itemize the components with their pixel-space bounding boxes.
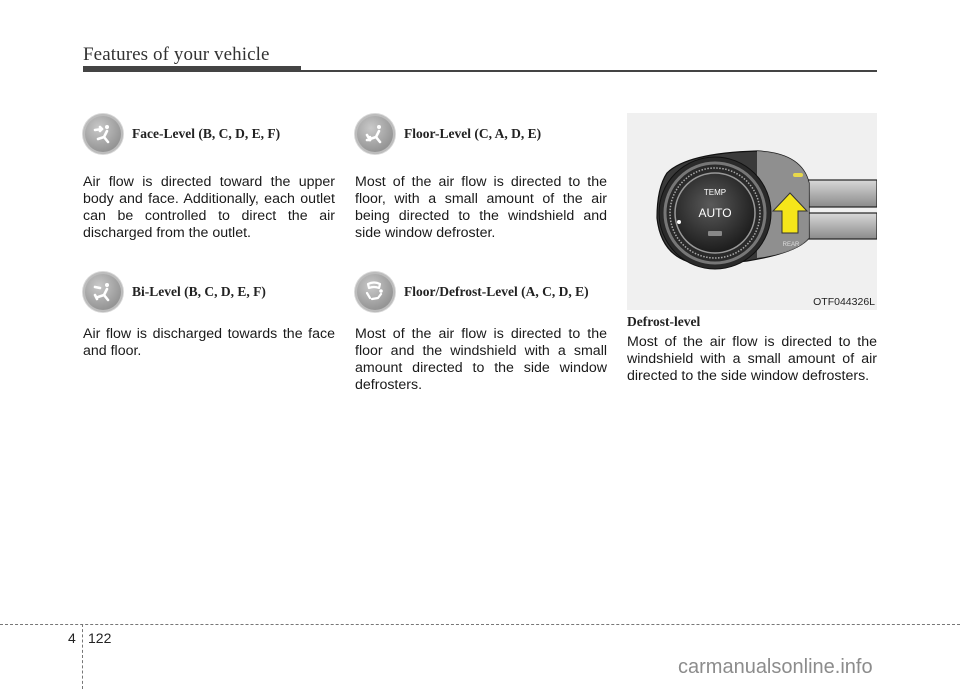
page-number: 122 (88, 630, 112, 646)
figure-code: OTF044326L (813, 296, 875, 308)
svg-text:AUTO: AUTO (698, 206, 732, 220)
section-heading: Floor/Defrost-Level (A, C, D, E) (404, 284, 589, 299)
climate-dial-illustration (627, 113, 877, 310)
climate-control-photo (627, 113, 877, 310)
header-rule-thin (301, 70, 877, 72)
section-face-level (83, 112, 335, 242)
section-body: Most of the air flow is directed to the floor, with a small amount of the air being directed to the windshield and side window defroster. (355, 174, 607, 241)
section-body: Air flow is discharged towards the face and floor. (83, 326, 335, 359)
header-rule-thick (83, 66, 301, 72)
bi-level-vent-icon (83, 272, 123, 312)
header-title: Features of your vehicle (83, 44, 270, 65)
section-heading: Face-Level (B, C, D, E, F) (132, 126, 281, 141)
defrost-heading: Defrost-level (627, 314, 701, 329)
chapter-number: 4 (68, 630, 76, 646)
floor-defrost-level-vent-icon (355, 272, 395, 312)
section-floor-defrost-level (355, 270, 607, 394)
footer-divider-horizontal (0, 624, 960, 625)
defrost-body: Most of the air flow is directed to the windshield with a small amount of air directed to the side window defrosters. (627, 334, 877, 384)
section-heading: Bi-Level (B, C, D, E, F) (132, 284, 266, 299)
face-level-vent-icon (83, 114, 123, 154)
section-body: Most of the air flow is directed to the floor and the windshield with a small amount directed to the side window defrosters. (355, 326, 607, 393)
svg-text:REAR: REAR (782, 242, 800, 248)
section-bi-level (83, 270, 335, 360)
section-heading: Floor-Level (C, A, D, E) (404, 126, 542, 141)
section-body: Air flow is directed toward the upper body and face. Additionally, each outlet can be controlled to direct the air discharged from the outlet. (83, 174, 335, 241)
watermark: carmanualsonline.info (678, 656, 873, 678)
footer-divider-vertical (82, 624, 83, 689)
section-floor-level (355, 112, 607, 242)
svg-text:TEMP: TEMP (703, 188, 727, 197)
floor-level-vent-icon (355, 114, 395, 154)
